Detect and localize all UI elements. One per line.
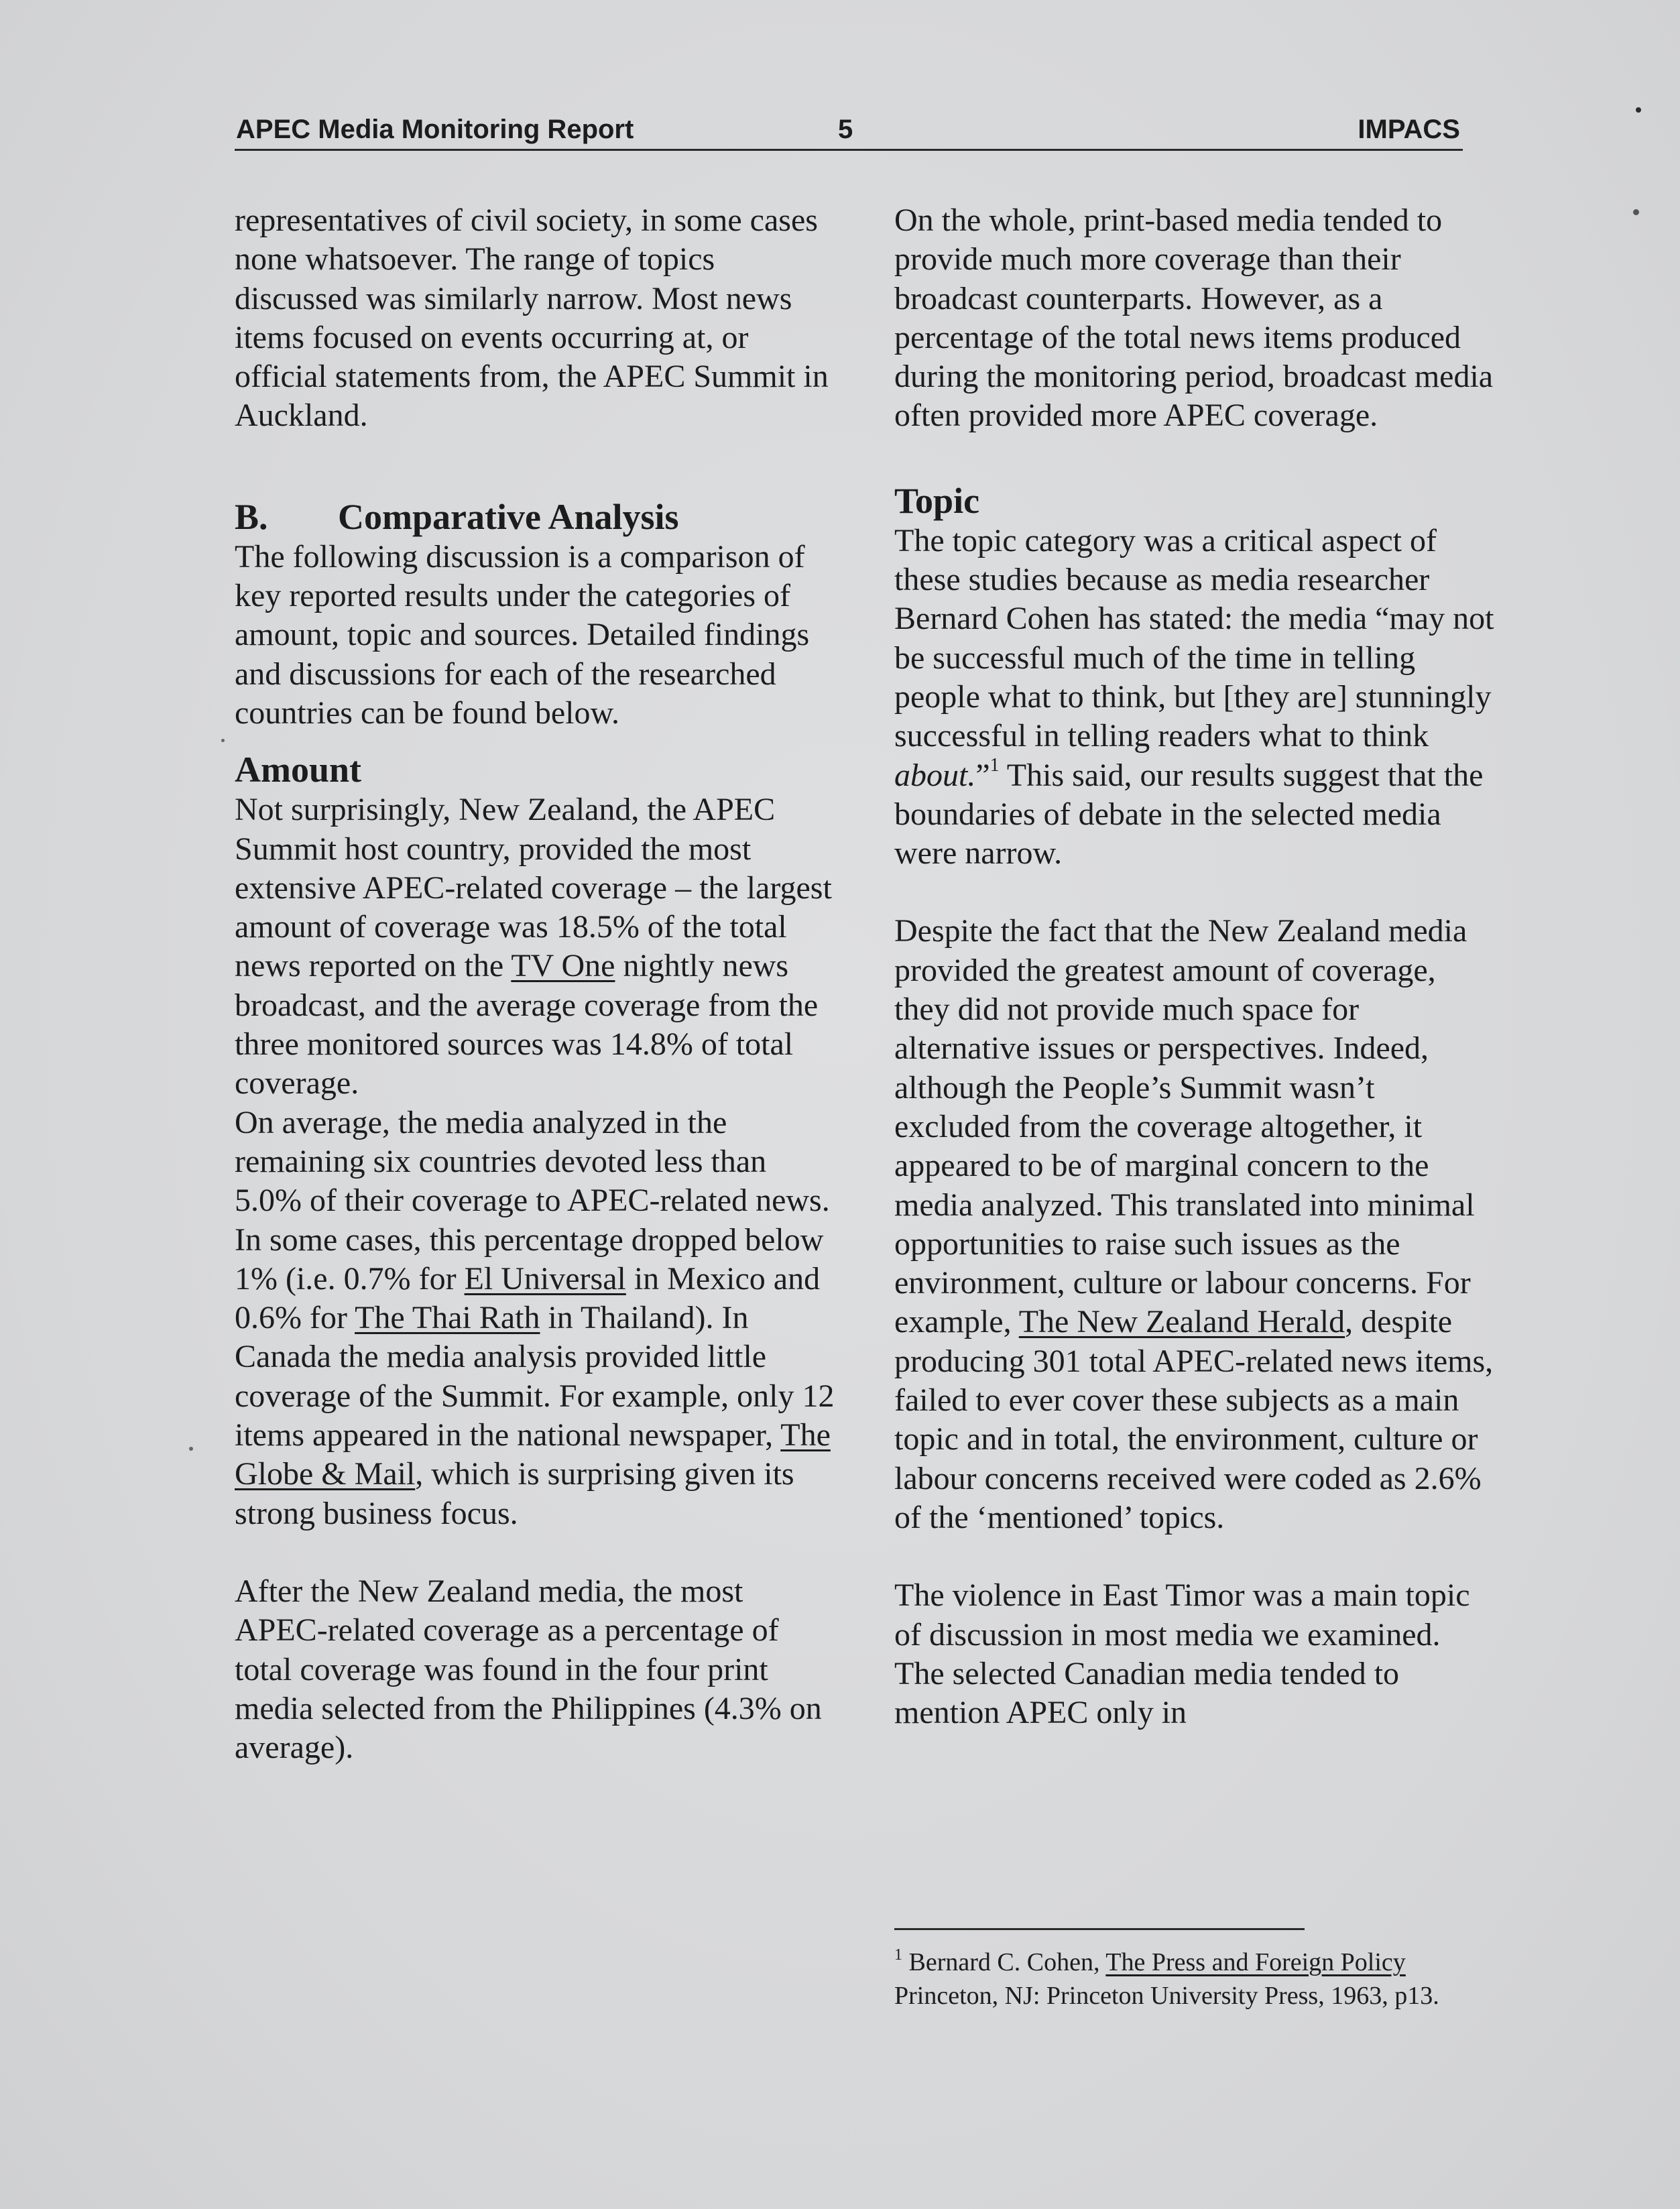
amount-paragraph-3: After the New Zealand media, the most APEC-related coverage as a percentage of total coverage was found in the four print media selected from the Philippines (4.3% on average).	[235, 1573, 822, 1766]
about-emphasis: about.	[894, 757, 976, 793]
footnote-number: 1	[894, 1946, 902, 1964]
left-column	[235, 201, 838, 1767]
intro-paragraph: representatives of civil society, in some cases none whatsoever. The range of topics discussed was similarly narrow. Most news items focused on events occurring at, or official statements from, the APEC Summit in Auckland.	[235, 202, 829, 434]
running-header	[235, 109, 1463, 151]
section-title: Comparative Analysis	[338, 496, 679, 537]
right-column	[894, 201, 1498, 1732]
footnote-divider	[894, 1928, 1305, 1930]
globe-and-mail-reference: The Globe & Mail	[235, 1417, 831, 1492]
footnote: $^1$ Bernard C. Cohen, The Press and Foreign Policy Princeton, NJ: Princeton University Press, 1963, p13.	[894, 1946, 1439, 2010]
topic-paragraph-2: Despite the fact that the New Zealand media provided the greatest amount of coverage, they did not provide much space for alternative issues or perspectives. Indeed, although the People’s Summit wasn’t excluded from the coverage altogether, it appeared to be of marginal concern to the media analyzed. This translated into minimal opportunities to raise such issues as the environment, culture or labour concerns. For example, The New Zealand Herald, despite producing 301 total APEC-related news items, failed to ever cover these subjects as a main topic and in total, the environment, culture or labour concerns received were coded as 2.6% of the ‘mentioned’ topics.	[894, 913, 1494, 1535]
topic-paragraph-3: The violence in East Timor was a main topic of discussion in most media we examined. The selected Canadian media tended to mention APEC only in	[894, 1577, 1470, 1731]
scan-speck	[1633, 209, 1639, 215]
topic-paragraph-1: The topic category was a critical aspect of these studies because as media researcher Bernard Cohen has stated: the media “may not be successful much of the time in telling people what to think, but [they are] stunningly successful in telling readers what to think about.”$^1$ This said, our results suggest that the boundaries of debate in the selected media were narrow.	[894, 522, 1494, 872]
section-number: B.	[235, 496, 268, 537]
report-title: APEC Media Monitoring Report	[236, 115, 634, 144]
page-number: 5	[838, 115, 853, 144]
section-intro-paragraph: The following discussion is a comparison of key reported results under the categories of amount, topic and sources. Detailed findings and discussions for each of the researched countries can be found below.	[235, 538, 810, 731]
nz-herald-reference: The New Zealand Herald	[1018, 1304, 1345, 1340]
amount-paragraph-1: Not surprisingly, New Zealand, the APEC Summit host country, provided the most extensive APEC-related coverage – the largest amount of coverage was 18.5% of the total news reported on the TV One nightly news broadcast, and the average coverage from the three monitored sources was 14.8% of total coverage.	[235, 792, 832, 1101]
broadcast-paragraph: On the whole, print-based media tended to provide much more coverage than their broadcast counterparts. However, as a percentage of the total news items produced during the monitoring period, broadcast media often provided more APEC coverage.	[894, 202, 1494, 434]
section-heading	[235, 496, 838, 538]
organization-name: IMPACS	[1358, 115, 1460, 144]
thai-rath-reference: The Thai Rath	[355, 1300, 540, 1336]
scan-speck	[1636, 107, 1641, 113]
el-universal-reference: El Universal	[464, 1260, 626, 1297]
scan-speck	[221, 739, 225, 742]
topic-heading: Topic	[894, 480, 980, 521]
amount-heading: Amount	[235, 750, 362, 790]
amount-paragraph-2: On average, the media analyzed in the remaining six countries devoted less than 5.0% of their coverage to APEC-related news. In some cases, this percentage dropped below 1% (i.e. 0.7% for El Universal in Mexico and 0.6% for The Thai Rath in Thailand). In Canada the media analysis provided little coverage of the Summit. For example, only 12 items appeared in the national newspaper, The Globe & Mail, which is surprising given its strong business focus.	[235, 1104, 835, 1531]
footnote-marker: 1	[989, 754, 1000, 776]
tv-one-reference: TV One	[511, 948, 615, 984]
footnote-book-title: The Press and Foreign Policy	[1105, 1948, 1406, 1976]
scan-speck	[189, 1447, 193, 1451]
